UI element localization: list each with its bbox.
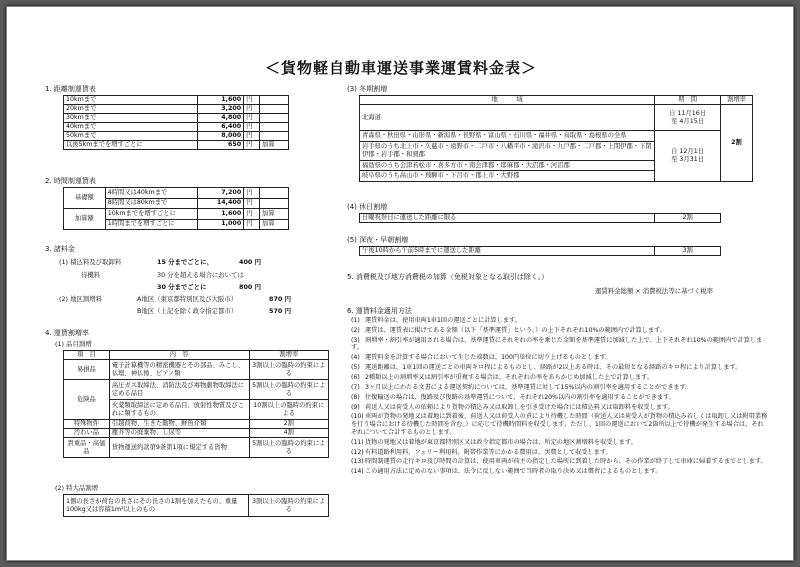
list-item-text: 時間制運賃の走行キロ及び時間の計算は、使用車両が荷主の指定した場所に到着した時から、その作業が終了して車庫に帰着するまでとします。 — [365, 458, 767, 466]
holiday-surcharge-heading: (4) 休日割増 — [347, 203, 388, 211]
row-unit: 円 — [244, 114, 260, 123]
period-to: 至 3月31日 — [671, 156, 705, 164]
table-row — [360, 247, 721, 256]
list-item-number: (6) — [351, 373, 360, 381]
row-unit: 円 — [244, 105, 260, 114]
list-item — [351, 439, 769, 447]
oversize-surcharge-heading: (2) 特大品割増 — [55, 484, 99, 492]
row-unit: 円 — [244, 209, 260, 220]
row-label: 1時間までを増すごとに — [105, 219, 198, 230]
row-unit: 円 — [244, 188, 260, 199]
region-cell — [360, 131, 655, 182]
region-line: 青森県・秋田県・山形県・新潟県・長野県・富山県・石川県・福井県・鳥取県・島根県の全県 — [362, 132, 627, 139]
row-value: 650 — [198, 141, 244, 150]
row-label: 30kmまで — [64, 114, 198, 123]
table-header-row — [64, 351, 329, 360]
application-rules-list — [351, 317, 769, 478]
rate-cell: 10割以上の臨時の約束による — [249, 400, 328, 420]
document-page — [6, 6, 794, 561]
table-row — [360, 131, 753, 182]
table-row — [64, 438, 329, 458]
rate-cell: 4割 — [249, 429, 328, 438]
oversize-surcharge-table — [63, 494, 329, 517]
list-item-number: (10) — [351, 413, 364, 421]
item-cell: 汚わい品 — [64, 429, 110, 438]
area-b-amount: 570 円 — [269, 307, 291, 315]
table-row — [360, 214, 721, 223]
row-label: 4時間又は40kmまで — [105, 188, 198, 199]
rate-cell: 5割以上の臨時の約束による — [249, 438, 328, 458]
winter-surcharge-table — [359, 95, 753, 182]
table-row — [64, 209, 289, 220]
waiting-fee-rate: 30 分までごとに — [157, 283, 207, 291]
tax-formula: 運賃料金総額 × 消費税法等に基づく税率 — [595, 287, 714, 295]
column-header: 期 間 — [655, 96, 721, 105]
row-extra — [260, 123, 289, 132]
list-item-text: 往復輸送の場合は、復路及び復路の基準運賃について、それぞれ20%以内の割引率を適用することができます。 — [365, 393, 676, 401]
row-value: 1,000 — [198, 219, 244, 230]
item-surcharge-table — [63, 350, 329, 458]
region-line: 福島県のうち会津若松市・喜多方市・南会津郡・耶麻郡・大沼郡・河沼郡 — [360, 160, 654, 170]
area-a-amount: 870 円 — [269, 295, 291, 303]
list-item-number: (4) — [351, 354, 360, 362]
table-row — [64, 188, 289, 199]
row-value: 8,000 — [198, 132, 244, 141]
page-title: ＜貨物軽自動車運送事業運賃料金表＞ — [264, 59, 537, 77]
row-extra — [260, 188, 289, 199]
area-fee-label: (2) 地区割増料 — [59, 295, 103, 303]
list-item — [351, 354, 769, 362]
column-header: 内 容 — [109, 351, 249, 360]
list-item-text: 荷送人又は荷受人の依頼により貨物の積込み又は取卸しを引き受けた場合には積込料又は取卸料を収受します。 — [365, 403, 674, 411]
table-row — [64, 96, 289, 105]
night-surcharge-table — [359, 246, 721, 256]
row-label: 50kmまで — [64, 132, 198, 141]
list-item-number: (2) — [351, 326, 360, 334]
row-value: 7,200 — [198, 188, 244, 199]
list-item — [351, 458, 769, 466]
list-item-number: (8) — [351, 393, 360, 401]
content-cell: 引越荷物、生きた動物、鮮魚介類 — [109, 420, 249, 429]
table-row — [360, 105, 753, 131]
holiday-surcharge-table — [359, 213, 721, 223]
add-label: 加算額 — [64, 209, 106, 230]
list-item — [351, 327, 769, 335]
column-header: 地 域 — [360, 96, 655, 105]
row-unit: 円 — [244, 96, 260, 105]
loading-fee-amount: 400 円 — [239, 258, 261, 266]
column-header: 割増率 — [249, 351, 328, 360]
content-cell: 日曜祝祭日に運送した距離に限る — [360, 214, 655, 223]
waiting-fee-label: 待機料 — [81, 271, 101, 279]
content-cell: 火薬類取締法に定める品目、放射性物質及びこれに類するもの — [109, 400, 249, 420]
waiting-fee-condition: 30 分を超える場合においては — [157, 271, 244, 279]
list-item-text: この適用方法に定めのない事項は、法令に反しない範囲で当時者の取り決め又は慣習によるものとします。 — [365, 468, 662, 476]
table-row — [64, 123, 289, 132]
table-header-row — [360, 96, 753, 105]
content-cell: 1個の長さが荷台の長さにその長さの1割を加えたもの、重量100kg又は容積1m³以上のもの — [64, 495, 249, 517]
area-b-label: B地区（上記を除く政令指定都市） — [137, 307, 238, 315]
rate-cell: 2割 — [655, 214, 721, 223]
list-item-number: (11) — [351, 438, 364, 446]
table-row — [64, 132, 289, 141]
list-item — [351, 384, 769, 392]
list-item-text: 貨物の発地又は着地が東京都特別区又は政令指定都市の場合は、所定の地区割増料を収受します。 — [365, 438, 637, 446]
section-4-heading: 4. 運賃割増率 — [45, 329, 89, 337]
content-cell: 塵芥等の廃棄物、し尿等 — [109, 429, 249, 438]
list-item-text: 運賃料金を計算する場合において生じた端数は、100円単位に切り上げるものとします。 — [365, 354, 612, 362]
rate-cell: 3割以上の臨時の約束による — [249, 495, 329, 517]
section-6-heading: 6. 運賃料金適用方法 — [347, 307, 412, 315]
row-extra — [260, 105, 289, 114]
content-cell: 電子計算機等の精密機器とその部品、みこし、仏壇、神仏像、ピアノ類 — [109, 360, 249, 380]
item-cell: 貴重品・高価品 — [64, 438, 110, 458]
rate-cell: 3割 — [655, 247, 721, 256]
list-item-text: 割増率・割引率が適用される場合は、基準運賃にそれぞれの率を乗じた金額を基準運賃に加減した上で、上下それぞれ10%の範囲内で計算します。 — [351, 336, 763, 352]
row-extra: 加算 — [260, 209, 289, 220]
list-item — [351, 404, 769, 412]
section-2-heading: 2. 時間制運賃表 — [45, 177, 96, 185]
section-3-heading: 3. 諸料金 — [45, 245, 75, 253]
list-item-number: (7) — [351, 383, 360, 391]
region-cell: 北海道 — [360, 105, 655, 131]
list-item-text: 有料道路利用料、フェリー利用料、附帯作業等にかかる費用は、実費として収受します。 — [365, 448, 612, 456]
row-extra — [260, 132, 289, 141]
period-to: 至 4月15日 — [671, 117, 705, 125]
list-item — [351, 468, 769, 476]
winter-rate-cell: 2割 — [721, 105, 753, 182]
loading-fee-rate: 15 分までごとに、 — [157, 258, 213, 266]
content-cell: 高圧ガス取締法、消防法及び毒物劇物取締法に定める品目 — [109, 380, 249, 400]
content-cell: 貨物運送約款第9条第1項に規定する貨物 — [109, 438, 249, 458]
row-value: 6,400 — [198, 123, 244, 132]
list-item — [351, 317, 769, 325]
list-item-number: (9) — [351, 403, 360, 411]
list-item-number: (14) — [351, 468, 364, 476]
section-1-heading: 1. 距離制運賃表 — [45, 85, 96, 93]
table-row — [64, 380, 329, 400]
list-item-text: 3ヶ月以上にわたる文書による運送契約については、基準運賃に対して15%以内の割引率を適用することができます。 — [365, 383, 692, 391]
row-label: 以後5kmまでを増すごとに — [64, 141, 198, 150]
rate-cell: 2割 — [249, 420, 328, 429]
list-item-text: 運賃料金は、使用車両1車1回の運送ごとに計算します。 — [365, 317, 521, 324]
list-item — [351, 374, 769, 382]
list-item-number: (12) — [351, 448, 364, 456]
area-a-label: A地区（東京都特別区及び大阪市） — [137, 295, 238, 303]
period-cell — [655, 105, 721, 131]
base-label: 基礎額 — [64, 188, 106, 209]
night-surcharge-heading: (5) 深夜・早朝割増 — [347, 236, 409, 244]
region-line: 岩手県のうち北上市・久慈市・遠野市・二戸市・八幡平市・滝沢市・九戸郡・二戸郡・上閉伊郡・下閉伊郡・岩手郡・和賀郡 — [360, 141, 654, 159]
item-surcharge-heading: (1) 品目割増 — [55, 340, 92, 348]
row-label: 10kmまで — [64, 96, 198, 105]
table-row — [64, 429, 329, 438]
row-extra — [260, 114, 289, 123]
distance-fare-table — [63, 95, 289, 150]
row-unit: 円 — [244, 123, 260, 132]
list-item-number: (1) — [351, 317, 360, 324]
row-extra — [260, 198, 289, 209]
list-item-text: 運賃は、運賃表に掲げてある金額（以下「基準運賃」という。）の上下それぞれ10%の範囲内で計算します。 — [365, 326, 666, 334]
section-5-heading: 5. 消費税及び地方消費税の加算（免税対象となる取引は除く。） — [347, 273, 549, 281]
period-cell — [655, 131, 721, 182]
table-row — [64, 114, 289, 123]
row-value: 3,200 — [198, 105, 244, 114]
rate-cell: 5割以上の臨時の約束による — [249, 380, 328, 400]
list-item — [351, 449, 769, 457]
row-value: 1,600 — [198, 96, 244, 105]
list-item-text: 車両が貨物の発地又は着地に到着後、荷送人又は荷受人の責により待機した時間（荷送人又は荷受人が貨物の積込み若しくは取卸し又は附帯業務を行う場合における待機した時間を含む。）に応じて待機時間料を収受します。ただし、1回の運送において2箇所以上で待機が発生する場合は、それぞれについて合計するものとします。 — [351, 413, 768, 436]
table-row — [64, 420, 329, 429]
row-extra: 加算 — [260, 219, 289, 230]
table-row — [64, 495, 329, 517]
time-fare-table — [63, 187, 289, 230]
content-cell: 午後10時から午前5時までに運送した距離 — [360, 247, 655, 256]
column-header: 割増率 — [721, 96, 753, 105]
row-label: 20kmまで — [64, 105, 198, 114]
row-extra: 加算 — [260, 141, 289, 150]
list-item — [351, 364, 769, 372]
period-from: 自 12月1日 — [671, 148, 705, 156]
row-unit: 円 — [244, 219, 260, 230]
list-item — [351, 413, 769, 436]
list-item — [351, 337, 769, 353]
item-cell: 特殊物件 — [64, 420, 110, 429]
period-from: 自 11月16日 — [669, 109, 707, 117]
list-item-number: (3) — [351, 336, 360, 344]
table-row — [64, 105, 289, 114]
column-header: 項 目 — [64, 351, 110, 360]
row-label: 8時間又は80kmまで — [105, 198, 198, 209]
row-value: 14,400 — [198, 198, 244, 209]
list-item-text: 運送距離は、1車1回の運送ごとの車両キロ程によるものとし、経路が2以上ある時は、その最短となる経路のキロ程により計算します。 — [365, 364, 742, 372]
row-label: 40kmまで — [64, 123, 198, 132]
rate-cell: 3割以上の臨時の約束による — [249, 360, 328, 380]
list-item-number: (5) — [351, 364, 360, 372]
waiting-fee-amount: 800 円 — [239, 283, 261, 291]
row-extra — [260, 96, 289, 105]
table-row — [64, 141, 289, 150]
list-item-number: (13) — [351, 458, 364, 466]
row-unit: 円 — [244, 198, 260, 209]
row-unit: 円 — [244, 132, 260, 141]
list-item — [351, 394, 769, 402]
row-label: 10kmまでを増すごとに — [105, 209, 198, 220]
item-cell: 危険品 — [64, 380, 110, 420]
loading-fee-label: (1) 積込料及び取卸料 — [59, 258, 122, 266]
table-row — [64, 360, 329, 380]
region-line: 岐阜県のうち高山市・飛騨市・下呂市・郡上市・大野郡 — [360, 170, 654, 180]
item-cell: 易損品 — [64, 360, 110, 380]
list-item-text: 2種類以上の割増率又は割引率が重複する場合は、それぞれの率をあらかじめ加減した上で計算します。 — [365, 373, 654, 381]
winter-surcharge-heading: (3) 冬期割増 — [347, 85, 388, 93]
row-value: 1,600 — [198, 209, 244, 220]
row-unit: 円 — [244, 141, 260, 150]
row-value: 4,800 — [198, 114, 244, 123]
